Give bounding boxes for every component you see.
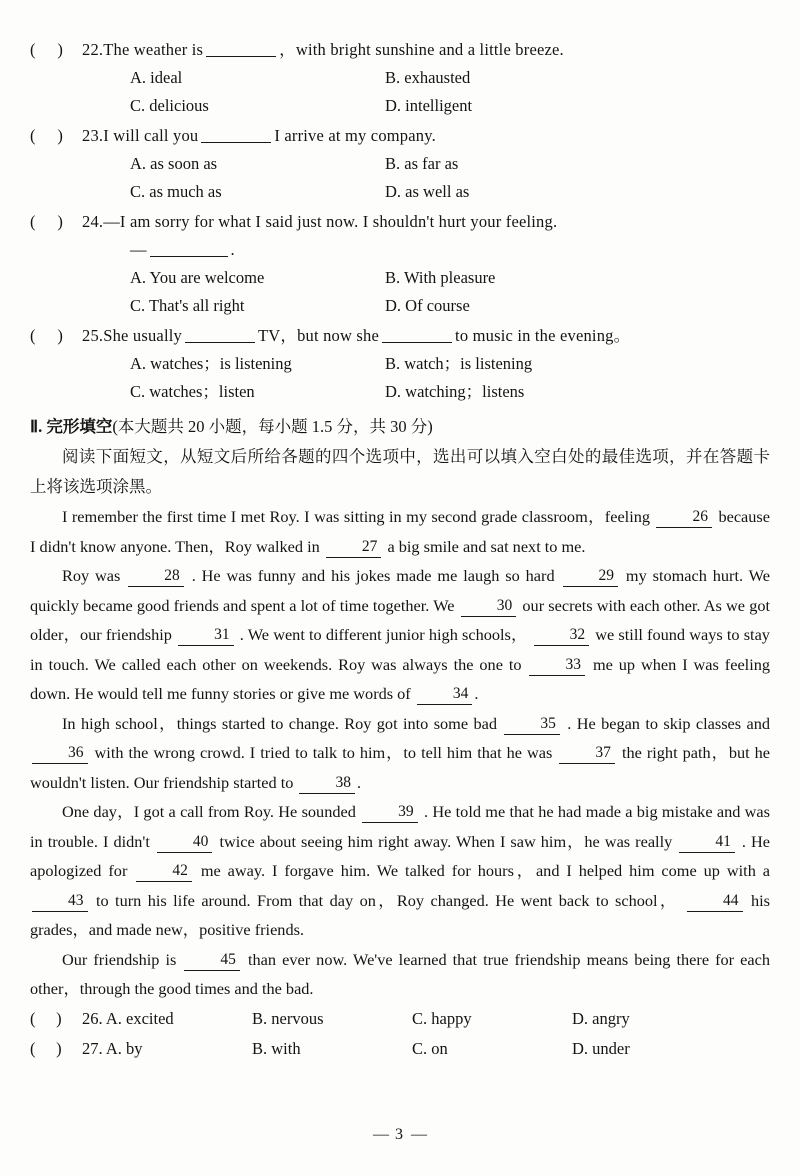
option-27-a-text: A. by bbox=[105, 1038, 143, 1058]
option-27-c[interactable]: C. on bbox=[412, 1038, 448, 1058]
question-23-stem bbox=[30, 122, 770, 150]
p2-seg-e: . We went to different junior high schools， bbox=[239, 625, 528, 644]
answer-paren-26[interactable]: ( ) bbox=[30, 1008, 62, 1028]
cloze-blank-31[interactable]: 31 bbox=[178, 625, 234, 646]
question-26-number: 26. bbox=[82, 1008, 103, 1028]
p1-seg-a: I remember the first time I met Roy. I was sitting in my second grade classroom，feeling bbox=[62, 507, 651, 526]
question-24-stem bbox=[30, 208, 770, 236]
option-23-a[interactable]: A. as soon as bbox=[130, 154, 218, 173]
question-23-options-row2 bbox=[30, 178, 770, 206]
question-22-options-row2 bbox=[30, 92, 770, 120]
question-26-option-a[interactable] bbox=[82, 1004, 252, 1034]
option-23-d[interactable]: D. as well as bbox=[385, 182, 470, 201]
section-meta: (本大题共 20 小题，每小题 1.5 分，共 30 分) bbox=[112, 417, 433, 436]
cloze-blank-38[interactable]: 38 bbox=[299, 773, 355, 794]
answer-paren-27[interactable]: ( ) bbox=[30, 1038, 62, 1058]
question-24 bbox=[30, 208, 770, 320]
passage-paragraph-3 bbox=[30, 709, 770, 798]
option-25-b[interactable]: B. watch；is listening bbox=[385, 354, 533, 373]
question-23-text-after: I arrive at my company. bbox=[274, 126, 436, 145]
option-25-d[interactable]: D. watching；listens bbox=[385, 382, 525, 401]
question-24-number: 24. bbox=[82, 212, 104, 231]
p2-seg-f: we still found ways to stay in touch. We called each other on weekends. Roy was always the one to bbox=[30, 625, 770, 674]
question-24-text: —I am sorry for what I said just now. I shouldn't hurt your feeling. bbox=[103, 212, 558, 231]
option-22-a[interactable]: A. ideal bbox=[130, 68, 183, 87]
section-title: 完形填空 bbox=[46, 417, 113, 436]
option-25-c[interactable]: C. watches；listen bbox=[130, 382, 255, 401]
p2-seg-a: Roy was bbox=[62, 566, 121, 585]
question-27-number: 27. bbox=[82, 1038, 103, 1058]
footer-dash-right: — bbox=[411, 1126, 427, 1143]
question-23-options-row1 bbox=[30, 150, 770, 178]
question-25-text-before: She usually bbox=[103, 326, 182, 345]
question-22-number: 22. bbox=[82, 40, 104, 59]
p2-seg-h: . bbox=[474, 684, 479, 703]
cloze-blank-26[interactable]: 26 bbox=[656, 507, 712, 528]
cloze-blank-43[interactable]: 43 bbox=[32, 891, 88, 912]
answer-paren-23[interactable]: ( ) bbox=[30, 126, 64, 145]
question-27 bbox=[30, 1034, 770, 1064]
question-22-text-before: The weather is bbox=[103, 40, 204, 59]
question-24-options-row2 bbox=[30, 292, 770, 320]
question-26 bbox=[30, 1004, 770, 1034]
question-25-text-mid: TV，but now she bbox=[257, 326, 380, 345]
answer-paren-25[interactable]: ( ) bbox=[30, 326, 64, 345]
p2-seg-b: . He was funny and his jokes made me laugh so hard bbox=[191, 566, 555, 585]
cloze-blank-37[interactable]: 37 bbox=[559, 743, 615, 764]
page-number: 3 bbox=[395, 1126, 405, 1143]
question-24-blank[interactable] bbox=[150, 241, 228, 257]
question-25 bbox=[30, 322, 770, 406]
cloze-blank-28[interactable]: 28 bbox=[128, 566, 184, 587]
option-26-a-text: A. excited bbox=[105, 1008, 174, 1028]
option-22-b[interactable]: B. exhausted bbox=[385, 68, 471, 87]
question-25-blank-1[interactable] bbox=[185, 327, 255, 343]
question-24-answer-line: — . bbox=[130, 240, 235, 259]
question-25-options-row1 bbox=[30, 350, 770, 378]
p4-seg-a: One day，I got a call from Roy. He sounded bbox=[62, 802, 356, 821]
question-27-option-a[interactable] bbox=[82, 1034, 252, 1064]
cloze-blank-33[interactable]: 33 bbox=[529, 655, 585, 676]
p2-seg-c: my stomach hurt. We quickly became good friends and spent a lot of time together. We bbox=[30, 566, 770, 615]
p5-seg-a: Our friendship is bbox=[62, 949, 177, 969]
cloze-blank-35[interactable]: 35 bbox=[504, 714, 560, 735]
cloze-blank-41[interactable]: 41 bbox=[679, 832, 735, 853]
p3-seg-c: with the wrong crowd. I tried to talk to him，to tell him that he was bbox=[94, 743, 553, 762]
p2-seg-d: our secrets with each other. As we got older，our friendship bbox=[30, 595, 770, 644]
question-25-options-row2 bbox=[30, 378, 770, 406]
cloze-blank-45[interactable]: 45 bbox=[184, 950, 240, 971]
cloze-blank-39[interactable]: 39 bbox=[362, 802, 418, 823]
passage-paragraph-2 bbox=[30, 561, 770, 709]
p4-seg-f: to turn his life around. From that day on，Roy changed. He went back to school， bbox=[95, 890, 679, 910]
p2-seg-g: me up when I was feeling down. He would tell me funny stories or give me words of bbox=[30, 654, 771, 703]
option-27-b[interactable]: B. with bbox=[252, 1038, 301, 1058]
section-roman: Ⅱ. bbox=[30, 417, 43, 436]
p4-seg-b: . He told me that he had made a big mistake and was in trouble. I didn't bbox=[30, 802, 770, 851]
question-23 bbox=[30, 122, 770, 206]
option-27-d[interactable]: D. under bbox=[572, 1038, 630, 1058]
question-24-options-row1 bbox=[30, 264, 770, 292]
p4-seg-e: me away. I forgave him. We talked for hours，and I helped him come up with a bbox=[200, 861, 771, 880]
cloze-blank-32[interactable]: 32 bbox=[534, 625, 590, 646]
option-26-c[interactable]: C. happy bbox=[412, 1008, 472, 1028]
cloze-passage bbox=[30, 502, 770, 1004]
option-24-d[interactable]: D. Of course bbox=[385, 296, 470, 315]
section-instruction: 阅读下面短文，从短文后所给各题的四个选项中，选出可以填入空白处的最佳选项，并在答题卡上将该选项涂黑。 bbox=[30, 447, 770, 496]
option-23-c[interactable]: C. as much as bbox=[130, 182, 222, 201]
question-23-text-before: I will call you bbox=[103, 126, 199, 145]
option-22-c[interactable]: C. delicious bbox=[130, 96, 209, 115]
option-25-a[interactable]: A. watches；is listening bbox=[130, 354, 292, 373]
question-23-number: 23. bbox=[82, 126, 104, 145]
page-footer bbox=[0, 1126, 800, 1144]
p3-seg-a: In high school，things started to change. Roy got into some bad bbox=[62, 713, 497, 733]
passage-paragraph-5 bbox=[30, 945, 770, 1004]
question-23-blank[interactable] bbox=[201, 127, 271, 143]
option-24-a[interactable]: A. You are welcome bbox=[130, 268, 265, 287]
question-25-number: 25. bbox=[82, 326, 104, 345]
cloze-blank-44[interactable]: 44 bbox=[687, 891, 743, 912]
cloze-blank-27[interactable]: 27 bbox=[326, 537, 382, 558]
question-22 bbox=[30, 36, 770, 120]
question-22-blank[interactable] bbox=[206, 41, 276, 57]
cloze-blank-30[interactable]: 30 bbox=[461, 596, 517, 617]
option-23-b[interactable]: B. as far as bbox=[385, 154, 459, 173]
cloze-blank-34[interactable]: 34 bbox=[417, 684, 473, 705]
question-25-blank-2[interactable] bbox=[382, 327, 452, 343]
page-content bbox=[30, 36, 770, 1064]
question-22-stem bbox=[30, 36, 770, 64]
question-22-text-after: ，with bright sunshine and a little breeze. bbox=[279, 40, 564, 59]
p4-seg-g: his grades，and made new，positive friends. bbox=[30, 890, 771, 939]
section-heading bbox=[30, 412, 770, 442]
answer-paren-24[interactable]: ( ) bbox=[30, 212, 64, 231]
footer-dash-left: — bbox=[373, 1126, 389, 1143]
p3-seg-e: . bbox=[356, 772, 362, 792]
p3-seg-d: the right path，but he wouldn't listen. Our friendship started to bbox=[30, 743, 771, 792]
question-25-text-after: to music in the evening。 bbox=[455, 326, 631, 345]
option-26-b[interactable]: B. nervous bbox=[252, 1008, 324, 1028]
cloze-blank-36[interactable]: 36 bbox=[32, 743, 88, 764]
p5-seg-b: than ever now. We've learned that true friendship means being there for each other，through the good times and the bad. bbox=[30, 949, 770, 998]
cloze-blank-29[interactable]: 29 bbox=[563, 566, 619, 587]
question-22-options-row1 bbox=[30, 64, 770, 92]
answer-paren-22[interactable]: ( ) bbox=[30, 40, 64, 59]
option-24-b[interactable]: B. With pleasure bbox=[385, 268, 496, 287]
cloze-blank-42[interactable]: 42 bbox=[136, 861, 192, 882]
p4-seg-d: . He apologized for bbox=[30, 831, 770, 880]
option-24-c[interactable]: C. That's all right bbox=[130, 296, 245, 315]
question-24-dash: — bbox=[130, 240, 147, 259]
p4-seg-c: twice about seeing him right away. When I saw him，he was really bbox=[219, 831, 673, 851]
p1-seg-c: a big smile and sat next to me. bbox=[387, 536, 586, 556]
option-22-d[interactable]: D. intelligent bbox=[385, 96, 473, 115]
question-25-stem bbox=[30, 322, 770, 350]
p3-seg-b: . He began to skip classes and bbox=[567, 713, 771, 733]
option-26-d[interactable]: D. angry bbox=[572, 1008, 630, 1028]
cloze-blank-40[interactable]: 40 bbox=[157, 832, 213, 853]
p1-seg-b: because I didn't know anyone. Then，Roy walked in bbox=[30, 507, 770, 556]
passage-paragraph-1 bbox=[30, 502, 770, 561]
passage-paragraph-4 bbox=[30, 797, 770, 945]
